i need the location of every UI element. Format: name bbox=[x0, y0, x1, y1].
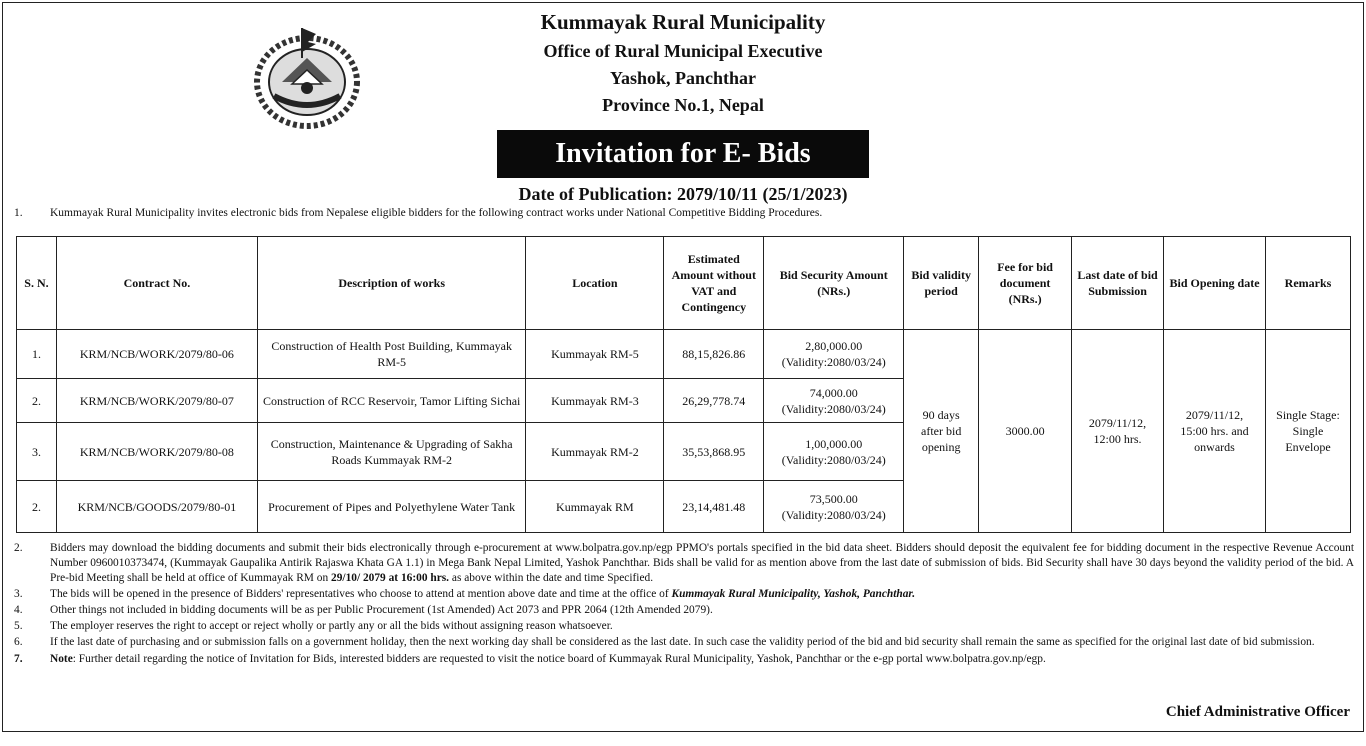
security-amount: 2,80,000.00 bbox=[805, 339, 863, 353]
table-row bbox=[17, 330, 1351, 379]
merged-fee: 3000.00 bbox=[979, 330, 1072, 533]
col-header-opening: Bid Opening date bbox=[1164, 237, 1266, 330]
note-item bbox=[14, 603, 1354, 618]
note-text: If the last date of purchasing and or submission falls on a government holiday, then the next working day shall be considered as the last date. In such case the validity period of the bid and bid security shall remain the same as specified for the original last date of bid submission. bbox=[50, 636, 1315, 648]
row-security bbox=[764, 330, 904, 379]
note-emphasis: 29/10/ 2079 at 16:00 hrs. bbox=[331, 572, 450, 584]
row-estimated: 26,29,778.74 bbox=[664, 379, 764, 423]
merged-opening: 2079/11/12, 15:00 hrs. and onwards bbox=[1164, 330, 1266, 533]
note-item bbox=[14, 619, 1354, 634]
col-header-sn: S. N. bbox=[17, 237, 57, 330]
row-sn: 2. bbox=[17, 379, 57, 423]
intro-text: Kummayak Rural Municipality invites electronic bids from Nepalese eligible bidders for the following contract works under National Competitive Bidding Procedures. bbox=[50, 207, 823, 219]
publication-date: Date of Publication: 2079/10/11 (25/1/2023) bbox=[518, 184, 848, 204]
row-location: Kummayak RM-3 bbox=[526, 379, 664, 423]
note-item bbox=[14, 635, 1354, 650]
col-header-estimated: Estimated Amount without VAT and Contingency bbox=[664, 237, 764, 330]
province-name: Province No.1, Nepal bbox=[602, 95, 764, 115]
row-location: Kummayak RM-5 bbox=[526, 330, 664, 379]
col-header-security: Bid Security Amount (NRs.) bbox=[764, 237, 904, 330]
office-name: Office of Rural Municipal Executive bbox=[543, 41, 823, 61]
note-emphasis: Kummayak Rural Municipality, Yashok, Panchthar. bbox=[671, 588, 916, 600]
row-contract: KRM/NCB/WORK/2079/80-07 bbox=[56, 379, 257, 423]
row-contract: KRM/NCB/GOODS/2079/80-01 bbox=[56, 481, 257, 533]
security-amount: 73,500.00 bbox=[809, 491, 858, 506]
note-text-part: as above within the date and time Specified. bbox=[449, 572, 654, 584]
note-number: 2. bbox=[14, 542, 23, 554]
row-sn: 1. bbox=[17, 330, 57, 379]
row-security bbox=[764, 481, 904, 533]
notice-title-banner: Invitation for E- Bids bbox=[497, 130, 869, 178]
row-security bbox=[764, 423, 904, 481]
note-text: Other things not included in bidding documents will be as per Public Procurement (1st Amended) Act 2073 and PPR 2064 (12th Amended 2079). bbox=[50, 604, 713, 616]
row-description: Construction of RCC Reservoir, Tamor Lifting Sichai bbox=[257, 379, 526, 423]
row-location: Kummayak RM bbox=[526, 481, 664, 533]
row-description: Construction of Health Post Building, Kummayak RM-5 bbox=[257, 330, 526, 379]
note-item bbox=[14, 587, 1354, 602]
row-contract: KRM/NCB/WORK/2079/80-06 bbox=[56, 330, 257, 379]
row-description: Procurement of Pipes and Polyethylene Water Tank bbox=[257, 481, 526, 533]
note-text bbox=[50, 541, 1354, 586]
note-number: 3. bbox=[14, 588, 23, 600]
row-security bbox=[764, 379, 904, 423]
col-header-description: Description of works bbox=[257, 237, 526, 330]
note-number: 5. bbox=[14, 620, 23, 632]
row-estimated: 35,53,868.95 bbox=[664, 423, 764, 481]
row-sn: 2. bbox=[17, 481, 57, 533]
office-address: Yashok, Panchthar bbox=[609, 68, 757, 88]
note-item bbox=[14, 541, 1354, 586]
intro-paragraph bbox=[14, 207, 1354, 219]
notes-list bbox=[14, 541, 1354, 668]
col-header-last-date: Last date of bid Submission bbox=[1072, 237, 1164, 330]
row-estimated: 23,14,481.48 bbox=[664, 481, 764, 533]
row-estimated: 88,15,826.86 bbox=[664, 330, 764, 379]
row-description: Construction, Maintenance & Upgrading of Sakha Roads Kummayak RM-2 bbox=[257, 423, 526, 481]
bids-table bbox=[16, 236, 1351, 533]
note-text-part: Bidders may download the bidding documents and submit their bids electronically through e-procurement at www.bolpatra.gov.np/egp PPMO's portals specified in the bid data sheet. Bidders should deposit the equivalent fee for bidding document in the respective Revenue Account Number 0960010373474, (Kummayak Gaupalika Antirik Rajaswa Khata GA 1.1) in Mega Bank Nepal Limited, Yashok Panchthar. Bids shall be valid for as mention above from the last date of submission of bids. Bid Security shall have 30 days beyond the validity period of the bid. A Pre-bid Meeting shall be held at office of Kummayak RM on bbox=[50, 542, 1354, 584]
note-number: 4. bbox=[14, 604, 23, 616]
note-number: 7. bbox=[14, 653, 23, 665]
row-contract: KRM/NCB/WORK/2079/80-08 bbox=[56, 423, 257, 481]
note-text-part: The bids will be opened in the presence of Bidders' representatives who choose to attend at mention above date and time at the office of bbox=[50, 588, 672, 600]
note-label: Note bbox=[50, 653, 73, 665]
note-text bbox=[50, 652, 1354, 667]
merged-remarks: Single Stage: Single Envelope bbox=[1266, 330, 1351, 533]
note-text bbox=[50, 587, 1354, 602]
note-text: The employer reserves the right to accept or reject wholly or partly any or all the bids without assigning reason whatsoever. bbox=[50, 620, 613, 632]
security-validity: (Validity:2080/03/24) bbox=[781, 401, 886, 416]
merged-last-date: 2079/11/12, 12:00 hrs. bbox=[1072, 330, 1164, 533]
merged-validity: 90 days after bid opening bbox=[904, 330, 979, 533]
row-location: Kummayak RM-2 bbox=[526, 423, 664, 481]
signatory-title: Chief Administrative Officer bbox=[1165, 704, 1350, 720]
security-validity: (Validity:2080/03/24) bbox=[781, 507, 886, 522]
note-number: 6. bbox=[14, 636, 23, 648]
col-header-contract: Contract No. bbox=[56, 237, 257, 330]
row-sn: 3. bbox=[17, 423, 57, 481]
municipality-name: Kummayak Rural Municipality bbox=[540, 10, 826, 34]
table-header-row bbox=[17, 237, 1351, 330]
col-header-remarks: Remarks bbox=[1266, 237, 1351, 330]
intro-number: 1. bbox=[14, 207, 23, 219]
note-text-part: : Further detail regarding the notice of Invitation for Bids, interested bidders are requested to visit the notice board of Kummayak Rural Municipality, Yashok, Panchthar or the e-gp portal www.bolpatra.gov.np/egp. bbox=[72, 653, 1046, 665]
col-header-location: Location bbox=[526, 237, 664, 330]
security-validity: (Validity:2080/03/24) bbox=[781, 452, 886, 467]
security-amount: 1,00,000.00 bbox=[805, 436, 863, 451]
security-amount: 74,000.00 bbox=[809, 385, 858, 400]
col-header-validity: Bid validity period bbox=[904, 237, 979, 330]
note-item bbox=[14, 652, 1354, 667]
col-header-fee: Fee for bid document (NRs.) bbox=[979, 237, 1072, 330]
security-validity: (Validity:2080/03/24) bbox=[781, 355, 886, 369]
